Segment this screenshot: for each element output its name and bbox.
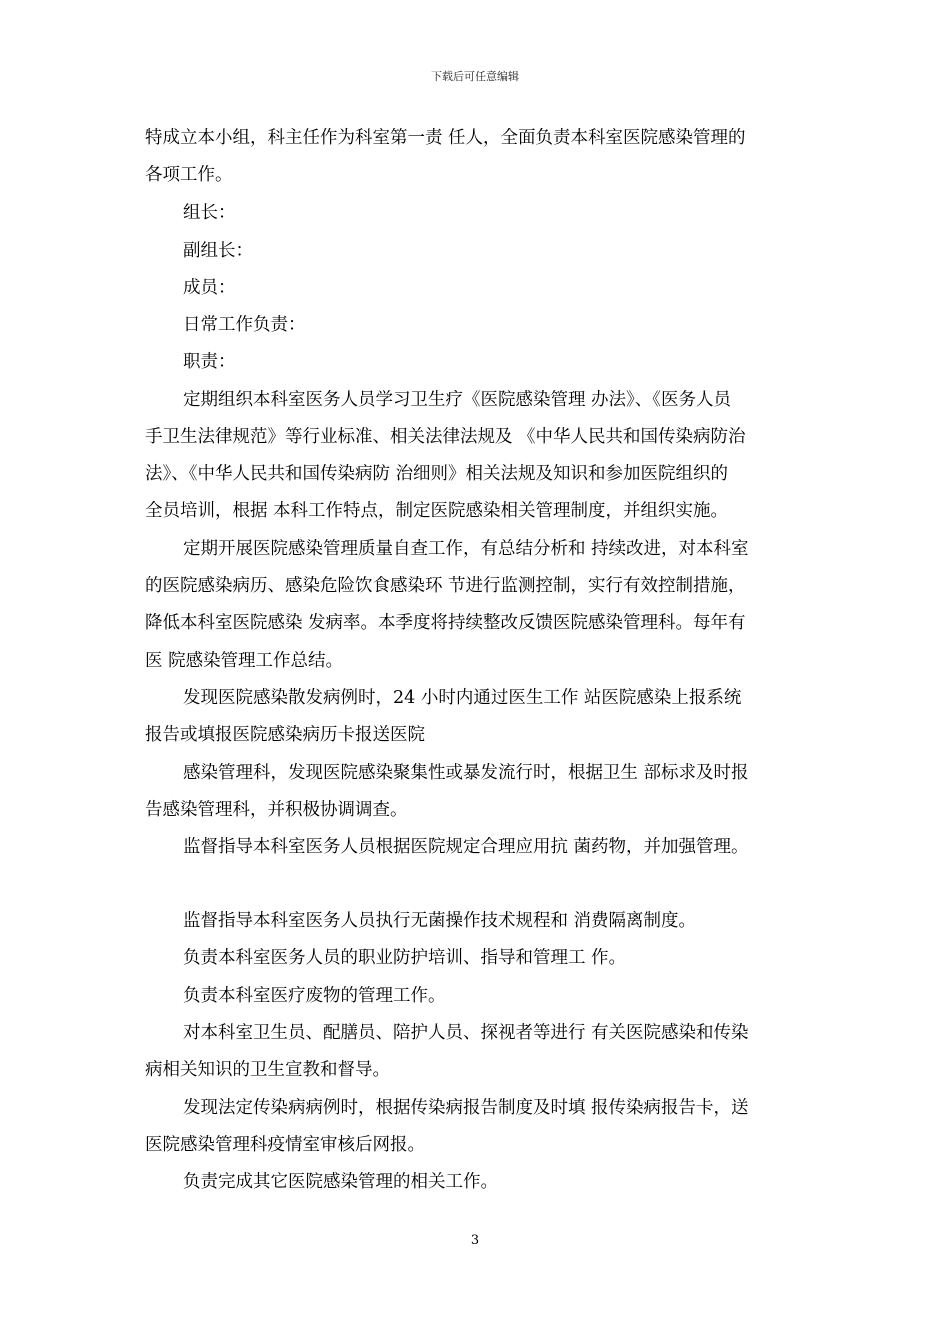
text-line: 降低本科室医院感染 发病率。本季度将持续整改反馈医院感染管理科。每年有	[145, 613, 746, 633]
text-line: 负责本科室医疗废物的管理工作。	[183, 986, 446, 1006]
text-line: 负责本科室医务人员的职业防护培训、指导和管理工 作。	[183, 948, 627, 968]
text-line: 病相关知识的卫生宣教和督导。	[145, 1060, 390, 1080]
text-line: 发现法定传染病病例时，根据传染病报告制度及时填 报传染病报告卡，送	[183, 1098, 749, 1118]
page-header: 下载后可任意编辑	[431, 70, 519, 83]
text-line: 感染管理科，发现医院感染聚集性或暴发流行时，根据卫生 部标求及时报	[183, 763, 749, 783]
text-line: 监督指导本科室医务人员根据医院规定合理应用抗 菌药物，并加强管理。	[183, 837, 749, 857]
text-line: 组长：	[183, 203, 236, 223]
text-line: 医院感染管理科疫情室审核后网报。	[145, 1135, 425, 1155]
text-line: 报告或填报医院感染病历卡报送医院	[145, 725, 425, 745]
text-line: 特成立本小组，科主任作为科室第一责 任人，全面负责本科室医院感染管理的	[145, 128, 746, 148]
text-line: 监督指导本科室医务人员执行无菌操作技术规程和 消费隔离制度。	[183, 911, 697, 931]
text-line: 职责：	[183, 352, 236, 372]
text-line: 各项工作。	[145, 165, 233, 185]
text-line: 定期开展医院感染管理质量自查工作，有总结分析和 持续改进，对本科室	[183, 539, 749, 559]
text-line: 副组长：	[183, 241, 253, 261]
text-line: 告感染管理科，并积极协调调查。	[145, 800, 408, 820]
text-line: 负责完成其它医院感染管理的相关工作。	[183, 1172, 498, 1192]
text-line: 手卫生法律规范》等行业标准、相关法律法规及 《中华人民共和国传染病防治	[145, 427, 746, 447]
text-line: 日常工作负责：	[183, 315, 306, 335]
text-line: 发现医院感染散发病例时，24 小时内通过医生工作 站医院感染上报系统	[183, 688, 742, 708]
text-line: 的医院感染病历、感染危险饮食感染环 节进行监测控制，实行有效控制措施，	[145, 576, 746, 596]
text-line: 对本科室卫生员、配膳员、陪护人员、探视者等进行 有关医院感染和传染	[183, 1023, 749, 1043]
text-line: 全员培训，根据 本科工作特点，制定医院感染相关管理制度，并组织实施。	[145, 501, 729, 521]
text-line: 医 院感染管理工作总结。	[145, 651, 344, 671]
text-line: 法》、《中华人民共和国传染病防 治细则》相关法规及知识和参加医院组织的	[145, 464, 729, 484]
text-line: 定期组织本科室医务人员学习卫生疗《医院感染管理 办法》、《医务人员	[183, 390, 732, 410]
text-line: 成员：	[183, 278, 236, 298]
page-number: 3	[470, 1233, 480, 1248]
